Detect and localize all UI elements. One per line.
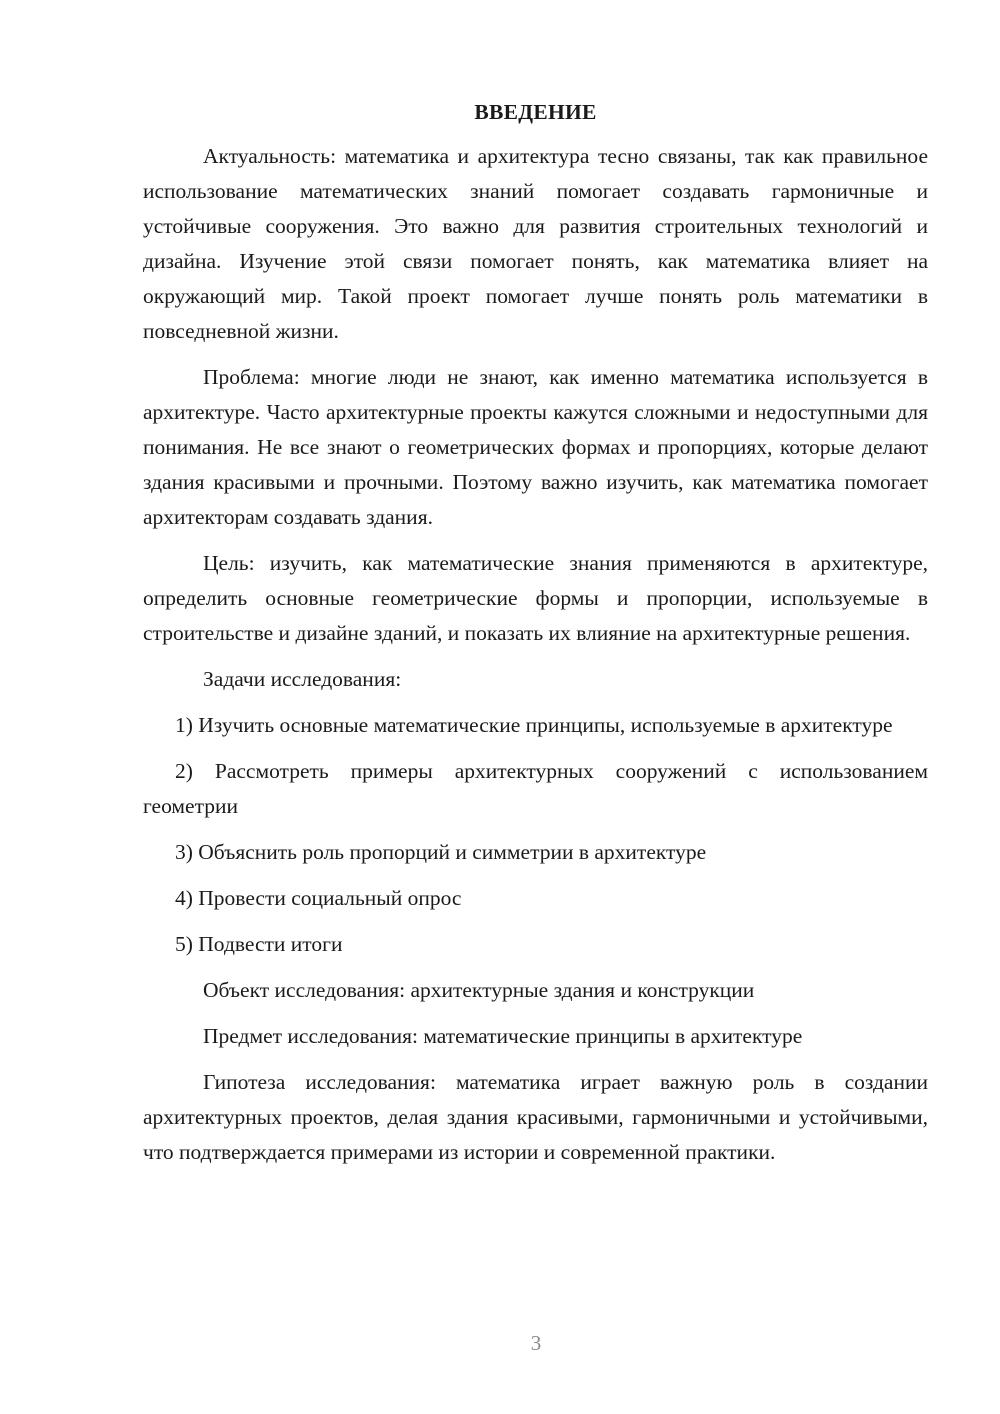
research-hypothesis: Гипотеза исследования: математика играет важную роль в создании архитектурных проектов, делая здания красивыми, гармоничными и устойчивыми, что подтверждается примерами из истории и современной практики. (143, 1070, 928, 1164)
problem-paragraph: Проблема: многие люди не знают, как именно математика используется в архитектуре. Часто архитектурные проекты кажутся сложными и недоступными для понимания. Не все знают о геометрических формах и пропорциях, которые делают здания красивыми и прочными. Поэтому важно изучить, как математика помогает архитекторам создавать здания. (143, 365, 928, 529)
task-item: 5) Подвести итоги (175, 932, 343, 956)
document-page (143, 95, 928, 1170)
tasks-title: Задачи исследования: (203, 667, 402, 691)
research-object: Объект исследования: архитектурные здания и конструкции (203, 978, 755, 1002)
relevance-paragraph: Актуальность: математика и архитектура тесно связаны, так как правильное использование математических знаний помогает создавать гармоничные и устойчивые сооружения. Это важно для развития строительных технологий и дизайна. Изучение этой связи помогает понять, как математика влияет на окружающий мир. Такой проект помогает лучше понять роль математики в повседневной жизни. (143, 144, 928, 343)
page-title: ВВЕДЕНИЕ (474, 100, 597, 124)
task-item: 4) Провести социальный опрос (175, 886, 462, 910)
research-subject: Предмет исследования: математические принципы в архитектуре (203, 1024, 803, 1048)
task-item: 2) Рассмотреть примеры архитектурных сооружений с использованием геометрии (143, 759, 928, 818)
task-item: 1) Изучить основные математические принципы, используемые в архитектуре (175, 713, 893, 737)
goal-paragraph: Цель: изучить, как математические знания применяются в архитектуре, определить основные геометрические формы и пропорции, используемые в строительстве и дизайне зданий, и показать их влияние на архитектурные решения. (143, 551, 928, 645)
page-number: 3 (530, 1331, 542, 1355)
task-item: 3) Объяснить роль пропорций и симметрии в архитектуре (175, 840, 707, 864)
